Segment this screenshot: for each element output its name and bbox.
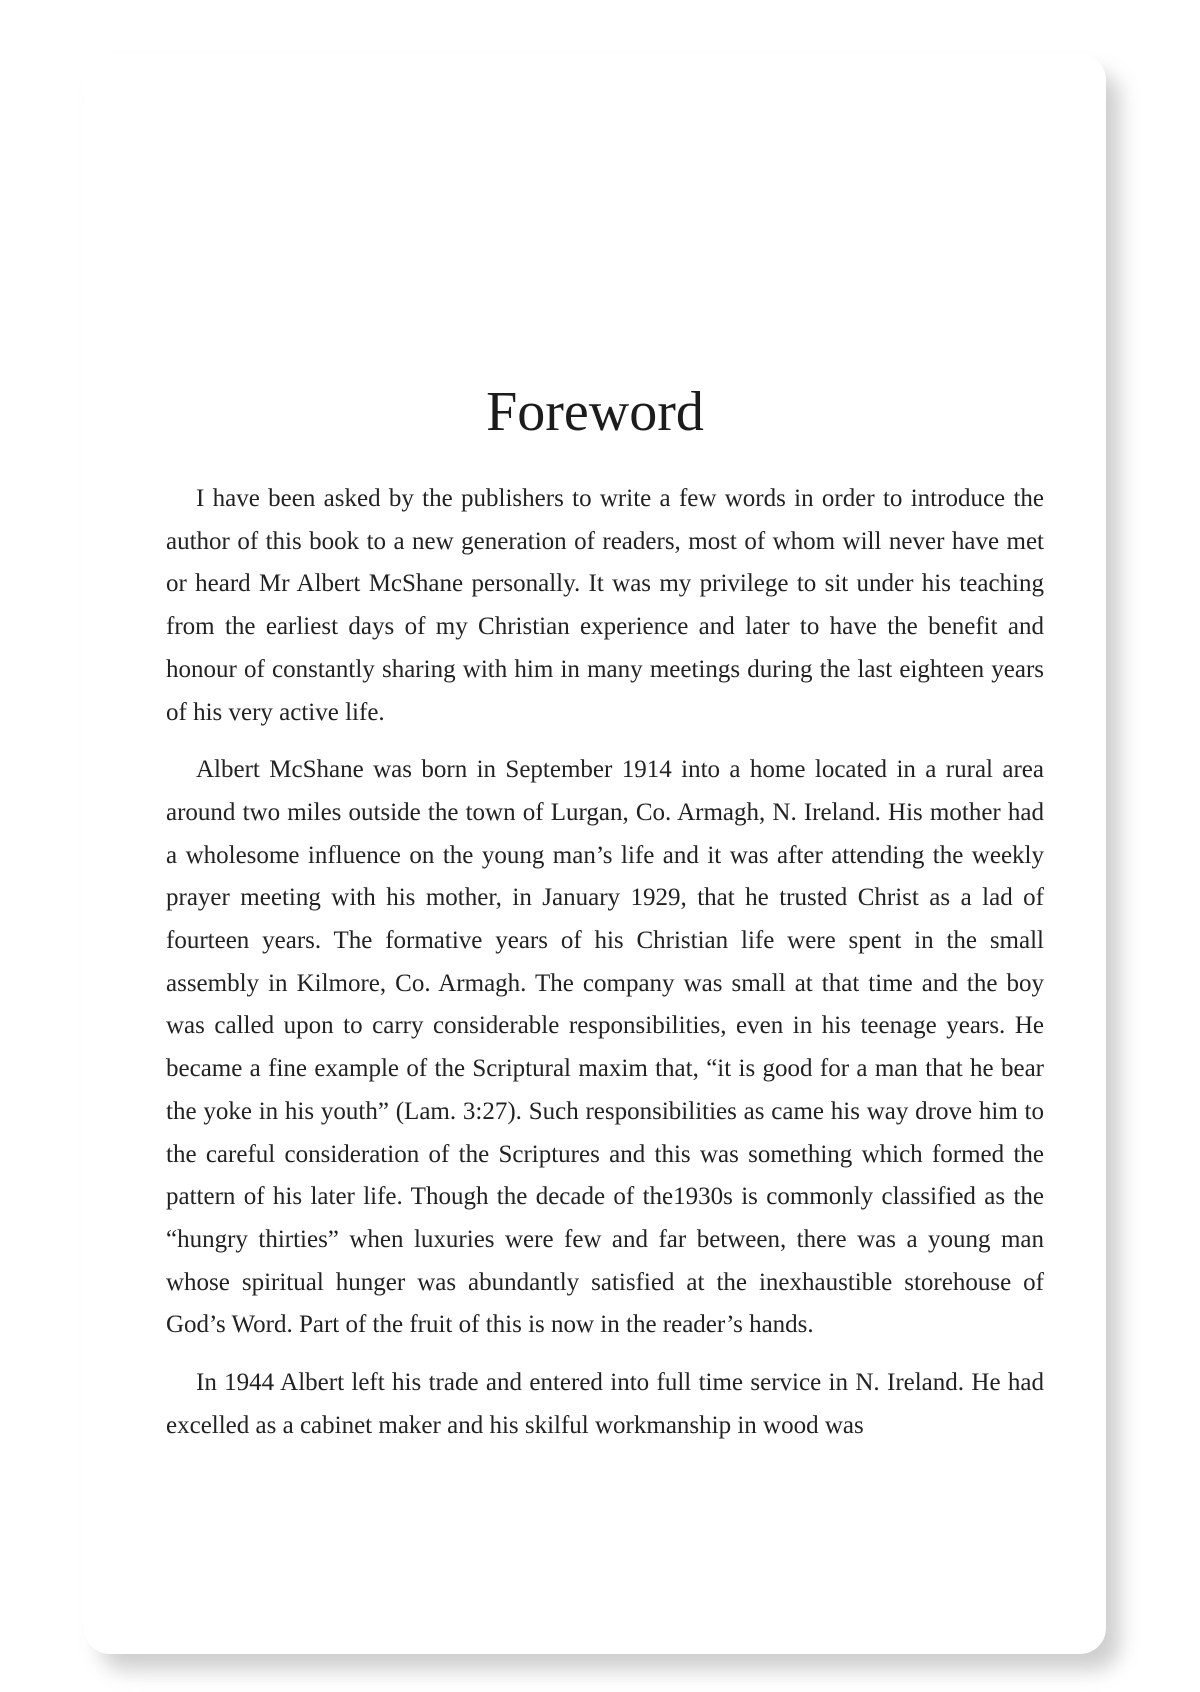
page-title: Foreword	[486, 381, 704, 443]
body-text	[166, 478, 1044, 1462]
paragraph: I have been asked by the publishers to write a few words in order to introduce the author of this book to a new generation of readers, most of whom will never have met or heard Mr Albert McShane personally. It was my privilege to sit under his teaching from the earliest days of my Christian experience and later to have the benefit and honour of constantly sharing with him in many meetings during the last eighteen years of his very active life.	[166, 485, 1044, 726]
paragraph: In 1944 Albert left his trade and entered into full time service in N. Ireland. He had excelled as a cabinet maker and his skilful workmanship in wood was	[166, 1369, 1044, 1439]
paragraph: Albert McShane was born in September 1914 into a home located in a rural area around two miles outside the town of Lurgan, Co. Armagh, N. Ireland. His mother had a wholesome influence on the young man’s life and it was after attending the weekly prayer meeting with his mother, in January 1929, that he trusted Christ as a lad of fourteen years. The formative years of his Christian life were spent in the small assembly in Kilmore, Co. Armagh. The company was small at that time and the boy was called upon to carry considerable responsibilities, even in his teenage years. He became a fine example of the Scriptural maxim that, “it is good for a man that he bear the yoke in his youth” (Lam. 3:27). Such responsibilities as came his way drove him to the careful consideration of the Scriptures and this was something which formed the pattern of his later life. Though the decade of the1930s is commonly classified as the “hungry thirties” when luxuries were few and far between, there was a young man whose spiritual hunger was abundantly satisfied at the inexhaustible storehouse of God’s Word. Part of the fruit of this is now in the reader’s hands.	[166, 756, 1044, 1339]
document-page	[84, 54, 1106, 1654]
